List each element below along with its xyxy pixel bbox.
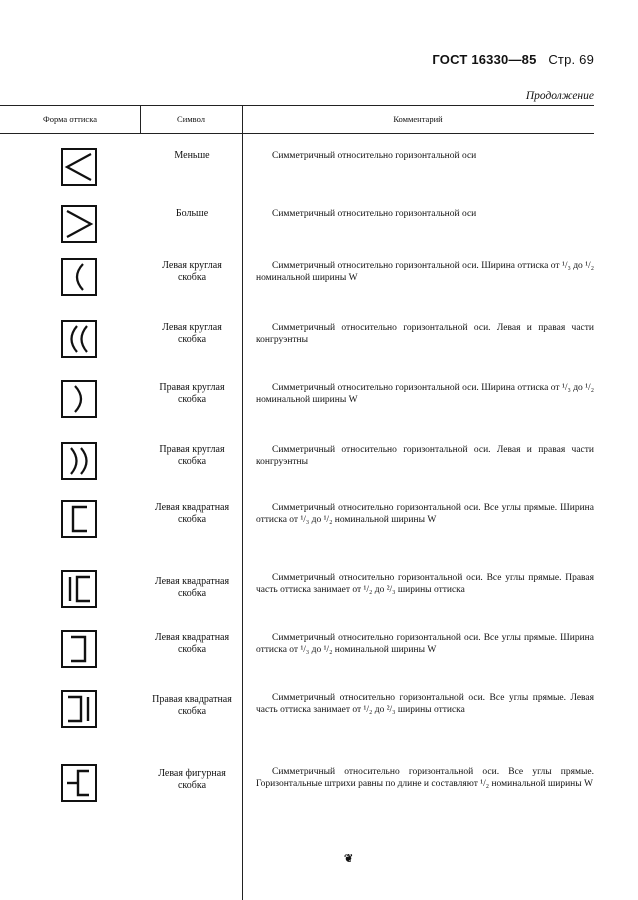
column-header-comment: Комментарий [393, 114, 443, 124]
comment-text: Симметричный относительно горизонтальной оси [272, 209, 477, 219]
symbol-name: Левая круглая скобка [162, 322, 222, 345]
comment-text: Симметричный относительно горизонтальной оси. Левая и правая части конгруэнтны [256, 323, 594, 345]
column-divider-2 [242, 105, 243, 900]
comment-text: Симметричный относительно горизонтальной оси. Все углы прямые. Ширина оттиска от ¹/₃ до ¹/₂ номинальной ширины W [256, 503, 594, 525]
page-footer-ornament: ❦ [344, 853, 354, 865]
right-square-bracket-icon [61, 630, 97, 668]
comment-text: Симметричный относительно горизонтальной оси. Все углы прямые. Левая часть оттиска занимает от ¹/₂ до ²/₃ ширины оттиска [256, 693, 594, 715]
symbol-name: Левая квадратная скобка [154, 502, 230, 525]
symbol-name: Правая круглая скобка [159, 382, 225, 405]
comment-text: Симметричный относительно горизонтальной оси [272, 151, 477, 161]
symbol-name: Правая круглая скобка [159, 444, 225, 467]
bar-left-square-bracket-icon [61, 570, 97, 608]
comment-text: Симметричный относительно горизонтальной оси. Ширина оттиска от ¹/₃ до ¹/₂ номинальной ширины W [256, 261, 594, 283]
page-header [432, 52, 594, 67]
table-top-rule [0, 105, 594, 106]
less-than-icon [61, 148, 97, 186]
comment-text: Симметричный относительно горизонтальной оси. Все углы прямые. Горизонтальные штрихи равны по длине и составляют ¹/₂ номинальной ширины W [256, 767, 594, 789]
continued-label: Продолжение [525, 90, 594, 102]
comment-text: Симметричный относительно горизонтальной оси. Ширина оттиска от ¹/₃ до ¹/₂ номинальной ширины W [256, 383, 594, 405]
left-curly-bracket-icon [61, 764, 97, 802]
double-right-paren-icon [61, 442, 97, 480]
comment-text: Симметричный относительно горизонтальной оси. Левая и правая части конгруэнтны [256, 445, 594, 467]
symbol-name: Левая квадратная скобка [154, 576, 230, 599]
symbol-name: Левая круглая скобка [162, 260, 222, 283]
greater-than-icon [61, 205, 97, 243]
comment-text: Симметричный относительно горизонтальной оси. Все углы прямые. Правая часть оттиска занимает от ¹/₂ до ²/₃ ширины оттиска [256, 573, 594, 595]
left-paren-icon [61, 258, 97, 296]
symbol-name: Больше [175, 208, 209, 219]
double-left-paren-icon [61, 320, 97, 358]
symbol-name: Меньше [174, 150, 210, 161]
column-header-symbol: Символ [177, 114, 205, 124]
comment-text: Симметричный относительно горизонтальной оси. Все углы прямые. Ширина оттиска от ¹/₃ до ¹/₂ номинальной ширины W [256, 633, 594, 655]
column-header-form: Форма оттиска [43, 114, 97, 124]
standard-number: ГОСТ 16330—85 [432, 52, 537, 67]
page-number: Стр. 69 [548, 52, 594, 67]
left-square-bracket-icon [61, 500, 97, 538]
symbol-name: Правая квадратная скобка [152, 694, 232, 717]
right-square-bracket-bar-icon [61, 690, 97, 728]
symbol-name: Левая квадратная скобка [154, 632, 230, 655]
symbol-name: Левая фигурная скобка [158, 768, 226, 791]
right-paren-icon [61, 380, 97, 418]
table-header-rule [0, 133, 594, 134]
